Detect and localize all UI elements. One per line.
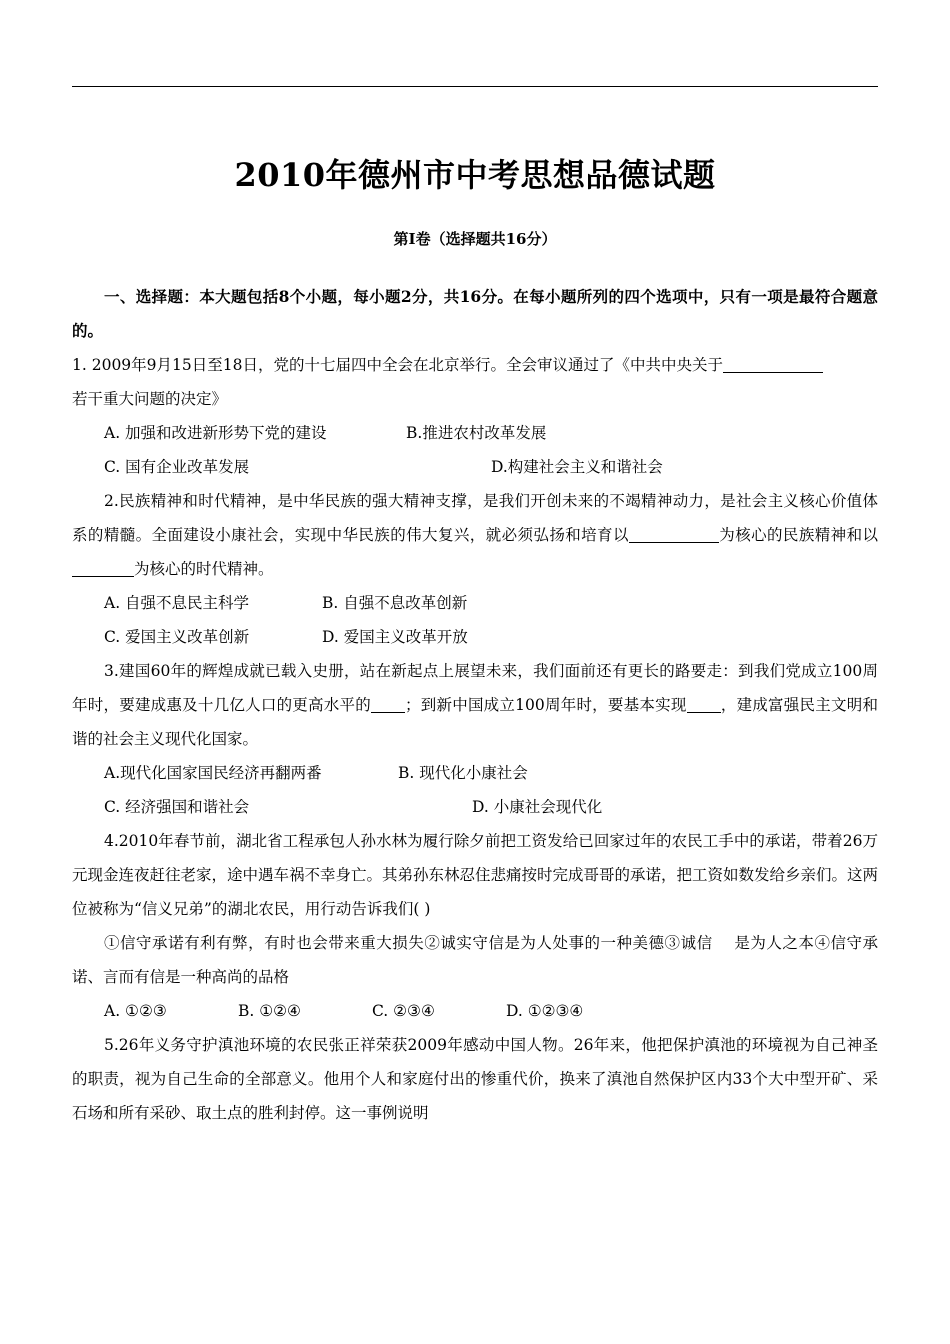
option-b: B. ①②④: [238, 1002, 301, 1020]
option-b: B. 现代化小康社会: [398, 764, 528, 782]
question-3-stem: 3.建国60年的辉煌成就已载入史册，站在新起点上展望未来，我们面前还有更长的路要走：到我们党成立100周年时，要建成惠及十几亿人口的更高水平的: [72, 662, 878, 714]
question-1: [72, 348, 878, 416]
option-a: A.现代化国家国民经济再翻两番: [104, 764, 322, 782]
option-c: C. 爱国主义改革创新: [104, 628, 250, 646]
option-d: D.构建社会主义和谐社会: [491, 458, 663, 476]
section-instructions: 一、选择题：本大题包括8个小题，每小题2分，共16分。在每小题所列的四个选项中，只有一项是最符合题意的。: [72, 287, 878, 340]
option-a: A. 加强和改进新形势下党的建设: [104, 424, 327, 442]
question-2-options: [72, 586, 878, 620]
question-4-statements: ①信守承诺有利有弊，有时也会带来重大损失②诚实守信是为人处事的一种美德③诚信 是为人之本④信守承诺、言而有信是一种高尚的品格: [72, 934, 878, 986]
question-3-stem-cont: ；到新中国成立100周年时，要基本实现: [405, 696, 687, 714]
question-2-stem: 2.民族精神和时代精神，是中华民族的强大精神支撑，是我们开创未来的不竭精神动力，是社会主义核心价值体系的精髓。全面建设小康社会，实现中华民族的伟大复兴，就必须弘扬和培育以: [72, 492, 878, 544]
question-1-options: [72, 416, 878, 450]
answer-blank: [72, 558, 134, 577]
option-d: D. 爱国主义改革开放: [322, 628, 468, 646]
question-2-options: [72, 620, 878, 654]
section-subtitle: 第Ⅰ卷（选择题共16分）: [393, 230, 557, 248]
page-title: 2010年德州市中考思想品德试题: [234, 156, 716, 194]
option-a: A. 自强不息民主科学: [104, 594, 250, 612]
question-3-options: [72, 756, 878, 790]
question-3-options: [72, 790, 878, 824]
option-a: A. ①②③: [104, 1002, 167, 1020]
question-1-stem-cont: 若干重大问题的决定》: [72, 390, 228, 408]
question-1-options: [72, 450, 878, 484]
option-c: C. ②③④: [372, 1002, 435, 1020]
answer-blank: [687, 694, 721, 713]
question-4: 4.2010年春节前，湖北省工程承包人孙水林为履行除夕前把工资发给已回家过年的农民工手中的承诺，带着26万元现金连夜赶往老家，途中遇车祸不幸身亡。其弟孙东林忍住悲痛按时完成哥哥的承诺，把工资如数发给乡亲们。这两位被称为“信义兄弟”的湖北农民，用行动告诉我们( ): [72, 832, 879, 918]
header-rule: [72, 86, 878, 87]
question-4-options: [72, 994, 878, 1028]
answer-blank: [723, 354, 823, 373]
exam-content: [72, 280, 878, 1130]
question-3: [72, 654, 878, 756]
option-d: D. 小康社会现代化: [472, 798, 603, 816]
question-2-stem-end: 为核心的时代精神。: [134, 560, 274, 578]
answer-blank: [629, 524, 719, 543]
option-c: C. 经济强国和谐社会: [104, 798, 250, 816]
question-2-stem-cont: 为核心的民族精神和以: [718, 526, 878, 544]
question-3-stem-end: ，建成富强民主文明和谐的社会主义现代化国家。: [72, 696, 878, 748]
question-1-stem: 1. 2009年9月15日至18日，党的十七届四中全会在北京举行。全会审议通过了《中共中央关于: [72, 356, 723, 374]
option-c: C. 国有企业改革发展: [104, 458, 250, 476]
option-b: B. 自强不息改革创新: [322, 594, 468, 612]
option-d: D. ①②③④: [506, 1002, 584, 1020]
option-b: B.推进农村改革发展: [406, 424, 547, 442]
question-5: 5.26年义务守护滇池环境的农民张正祥荣获2009年感动中国人物。26年来，他把保护滇池的环境视为自己神圣的职责，视为自己生命的全部意义。他用个人和家庭付出的惨重代价，换来了滇池自然保护区内33个大中型开矿、采石场和所有采砂、取土点的胜利封停。这一事例说明: [72, 1036, 878, 1122]
answer-blank: [371, 694, 405, 713]
question-2: [72, 484, 878, 586]
